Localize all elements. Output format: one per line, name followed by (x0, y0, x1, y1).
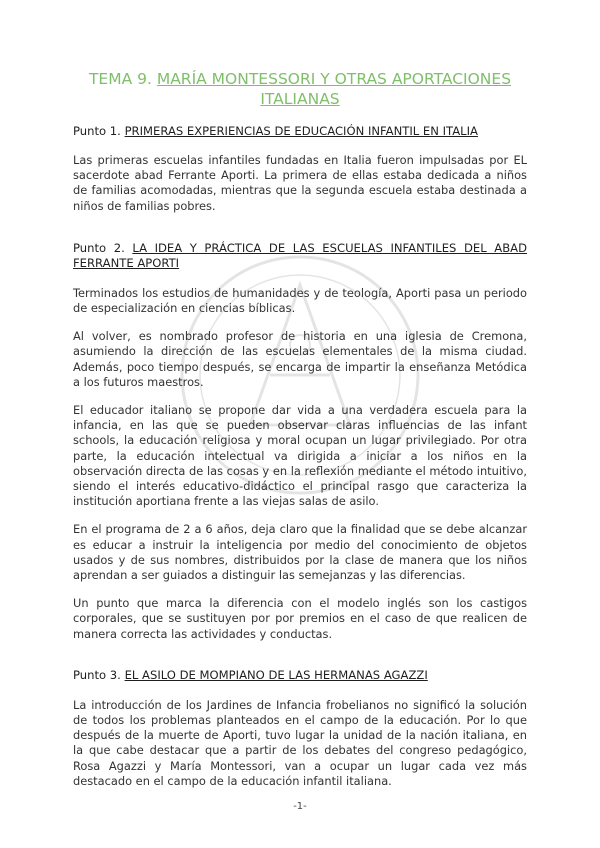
paragraph: Al volver, es nombrado profesor de historia en una iglesia de Cremona, asumiendo la dirección de las escuelas elementales de la misma ciudad. Además, poco tiempo después, se encarga de impartir la enseñanza Metódica a los futuros maestros. (73, 329, 527, 389)
paragraph: Las primeras escuelas infantiles fundadas en Italia fueron impulsadas por EL sacerdote abad Ferrante Aporti. La primera de ellas estaba dedicada a niños de familias acomodadas, mientras que la segunda escuela estaba destinada a niños de familias pobres. (73, 153, 527, 213)
section-3 (73, 668, 527, 789)
section-label: Punto 2. (73, 240, 125, 255)
paragraph: Terminados los estudios de humanidades y de teología, Aporti pasa un periodo de especialización en ciencias bíblicas. (73, 285, 527, 316)
page-number: -1- (293, 801, 307, 812)
paragraph: Un punto que marca la diferencia con el modelo inglés son los castigos corporales, que se sustituyen por por premios en el caso de que realicen de manera correcta las actividades y conductas. (73, 596, 527, 641)
section-heading (73, 241, 527, 271)
section-label: Punto 1. (73, 124, 121, 138)
section-title: LA IDEA Y PRÁCTICA DE LAS ESCUELAS INFANTILES DEL ABAD FERRANTE APORTI (73, 240, 528, 270)
section-title: EL ASILO DE MOMPIANO DE LAS HERMANAS AGAZZI (124, 667, 428, 682)
title-link[interactable]: MARÍA MONTESSORI Y OTRAS APORTACIONES ITALIANAS (156, 70, 512, 108)
paragraph: En el programa de 2 a 6 años, deja claro que la finalidad que se debe alcanzar es educar a instruir la inteligencia por medio del conocimiento de objetos usados y de sus nombres, distribuidos por la clase de manera que los niños aprendan a ser guiados a distinguir las semejanzas y las diferencias. (73, 522, 527, 583)
section-2 (73, 241, 527, 642)
section-heading (73, 668, 527, 683)
section-title: PRIMERAS EXPERIENCIAS DE EDUCACIÓN INFANTIL EN ITALIA (124, 124, 478, 138)
section-label: Punto 3. (73, 667, 121, 682)
section-heading (73, 124, 527, 139)
document-body (73, 124, 527, 789)
paragraph: La introducción de los Jardines de Infancia frobelianos no significó la solución de todos los problemas planteados en el campo de la educación. Por lo que después de la muerte de Aporti, tuvo lugar la unidad de la nación italiana, en la que cabe destacar que a partir de los debates del congreso pedagógico, Rosa Agazzi y María Montessori, van a ocupar un lugar cada vez más destacado en el campo de la educación infantil italiana. (73, 697, 527, 788)
document-title (60, 69, 540, 109)
title-prefix: TEMA 9. (88, 70, 157, 88)
paragraph: El educador italiano se propone dar vida a una verdadera escuela para la infancia, en las que se pueden observar claras influencias de las infant schools, la educación religiosa y moral ocupan un lugar privilegiado. Por otra parte, la educación intelectual va dirigida a iniciar a los niños en la observación directa de las cosas y en la reflexión mediante el método intuitivo, siendo el interés educativo-didáctico el principal rasgo que caracteriza la institución aportiana frente a las viejas salas de asilo. (73, 403, 527, 509)
section-1 (73, 124, 527, 214)
